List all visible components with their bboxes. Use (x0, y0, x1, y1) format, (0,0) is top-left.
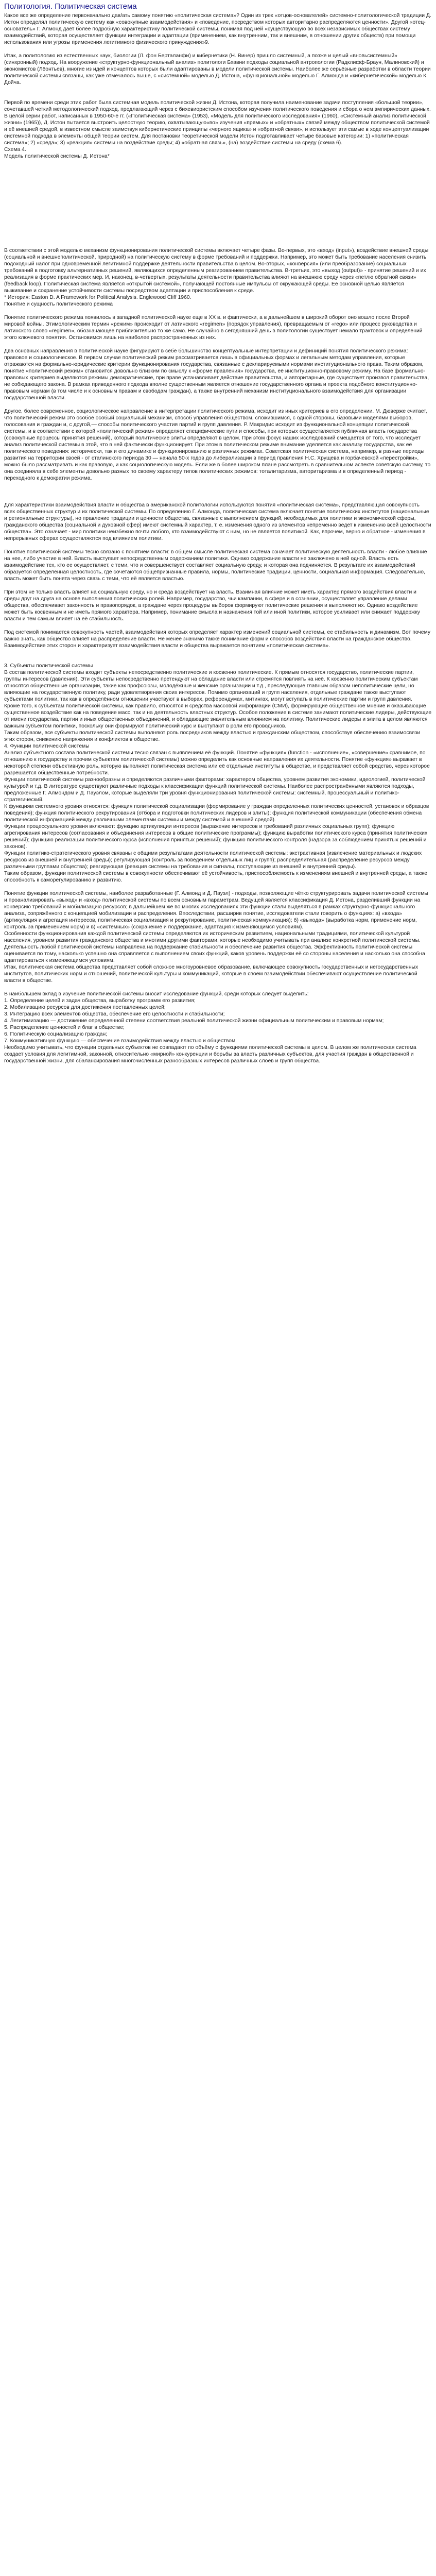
paragraph: Итак, политическая система общества представляет собой сложное многоуровневое образование, включающее совокупность государственных и негосударственных институтов, политических норм и отношений, политической культуры и коммуникаций, которые в своем взаимодействии обеспечивают осуществление политической власти в обществе. (4, 964, 418, 984)
list-item: 4. Легитимизацию — достижение определенной степени соответствия реальной политической жизни официальным политическим и правовым нормам; (4, 1018, 384, 1024)
list-item: 1. Определение целей и задач общества, выработку программ его развития; (4, 998, 196, 1004)
paragraph: Для характеристики взаимодействия власти и общества в американской политологии используются понятия «политическая система», представляющая совокупность всех общественных структур и их политической системы. По определению Г. Алмонда, политическая система включает понятие политических институтов (национальные и региональные структуры), но правление традиции и ценности общества, связанные с выполнением функций, необходимых для политики и экономической сферы, гражданского общества (социальной и духовной сфер) имеют системный характер, т. е. изменения одного из элементов непременно ведет к изменению всей целостности общества». Это означает - мир политики неизбежно почти любого, кто взаимодействуют с ним, но не является политикой. Как, впрочем, верно и обратное - изменения в непрерывных сферах осуществляются под влиянием политики. (4, 502, 431, 541)
paragraph: К функциям системного уровня относятся: функция политической социализации (формирование у граждан определенных политических ценностей, установок и образцов поведения); функция политического рекрутирования (отбора и подготовки политических лидеров и элиты); функция политической коммуникации (обеспечения обмена политической информацией между различными элементами системы и между системой и внешней средой). (4, 804, 429, 823)
figure-placeholder (4, 160, 432, 247)
paragraph: В состав политической системы входит субъекты непосредственно политические и косвенно политические. К прямым относятся государство, политические партии, группы интересов (давления). Эти субъекты непосредственно претендуют на обладание власти или стремятся повлиять на неё. К косвенно политическим субъектам относятся общественные организации, такие как профсоюзы, молодёжные и женские организации и т.д., преследующие главным образом неполитические цели, но влияющие на государственную политику, ради удовлетворения своих интересов. Помимо организаций и групп населения, отдельные граждане также выступают субъектами политики, так как в определённом отношении участвуют в выборах, референдумах, митингах, могут вступать в политические партии и групп давления. (4, 670, 418, 702)
figure-label: Схема 4. (4, 147, 26, 152)
paragraph: Другое, более современное, социологическое направление в интерпретации политического режима, исходит из иных критериев в его определении. М. Дюверже считает, что политический режим это особое особый социальный механизм, способ управления обществом, сложившимся, с одной стороны, базовыми моделями выборов, голосования и граждан и, с другой,— способы политического участия партий и групп давления. Р. Макридис исходит из функциональной концепции политической системы, и в соответствии с которой «политический режим» определяет специфические пути и способы, при которых осуществляется публичная власть государства (совокупные процессы принятия решений), который политические элиты определяют в целом. При этом фокус наших исследований смещается от того, что исследует анализ политической системы в этой, что в ней фактически функционирует. При этом в политическом режиме внимание уделяется как анализу государства, как её политического поведения: исторически, так и его динамике и функционированию в различных режимах. Советская политическая система, например, в разные периоды развития на территории своей - от сталинского периода 30 — начала 50-х годов до либерализации в период правления Н.С. Хрущева и горбачевской «перестройки», можно было рассматривать и как правовую, и как социологическую модель. Если же в более широком плане рассмотреть в сравнительном аспекте советскую систему, то она соединяла в себе элементы довольно разных по своему характеру типов политических режимов: тоталитаризма, авторитаризма и в определенный период - переходного к демократии режима. (4, 409, 431, 481)
paragraph: Функции процессуального уровня включают: функцию артикуляции интересов (выражение интересов и требований различных социальных групп); функцию агрегирования интересов (согласования и объединения интересов в общие политические программы); функцию выработки политического курса (принятия политических решений); функцию реализации политического курса (исполнения принятых решений); функцию политического контроля (надзора за соблюдением принятых решений и законов). (4, 824, 428, 850)
paragraph: Первой по времени среди этих работ была системная модель политической жизни Д. Истона, которая получила наименование задачи поступления «большой теории», сочетавшей четкий методологический подход, предлагающий через с бихевиористским способом изучения политического поведения и сбора о нем эмпирических данных. В целой серии работ, написанных в 1950-60-е гг. («Политическая система» (1953), «Модель для политического исследования» (1960), «Системный анализ политической жизни» (1965)), Д. Истон пытается выстроить целостную теорию, охватывающую«во» изучения «прямых» и «обратных» связей между обществом политической системой и её внешней средой, в известном смысле заимствуя кибернетические принципы «черного ящика» и «обратной связи», и использует эти самые в ходе концептуализации системной подхода в элементы общей теории систем. Для постановки теоретической модели Истон подготавливает четыре базовые категории: 1) «политическая система»; 2) «среда»; 3) «реакция» системы на воздействие среды; 4) «обратная связь», (на) воздействие системы на среду (схема 6). (4, 100, 431, 146)
paragraph: Функции политической системы разнообразны и определяются различными факторами: характером общества, уровнем развития экономики, идеологией, политической культурой и т.д. В литературе существуют различные подходы к классификации функций политической системы. Наиболее распространёнными являются подходы, предложенные Г. Алмондом и Д. Пауэлом, которые выделяли три уровня функционирования политической системы: системный, процессуальный и политико-стратегический. (4, 777, 426, 803)
paragraph: Анализ субъектного состава политической системы тесно связан с выявлением её функций. Понятие «функция» (function - «исполнение», «совершение» сравнимое, по отношению к государству и прочим субъектам политической системы) можно определить как основные направления их деятельности. Понятие «функция» выражает в некоторой степени объективную роль, которую выполняет политическая система или её отдельные институты в обществе, и представляет собой средство, через которое разрешается общественные потребности. (4, 750, 430, 776)
figure-caption: Модель политической системы Д. Истона* (4, 154, 110, 159)
paragraph: Какое все же определение первоначально дав/ать самому понятию «политическая система»? Один из трех «отцов-основателей» системно-политологической традиции Д. Истон определял политическую систему как «совокупные взаимодействия» и «поведение, посредством которых авторитарно распределяются ценности». Другой «отец-основатель» Г. Алмонд дает более подробную характеристику политической системы, понимая под ней «существующую во всех независимых обществах систему взаимодействий, которая осуществляет функции интеграции и адаптации (применением, как внутренним, так и внешним, в отношении других обществ) при помощи использования или угрозы применения легитимного физического принуждения»9. (4, 13, 431, 45)
paragraph: Таким образом, все субъекты политической системы выполняют роль посредников между властью и гражданским обществом, способствуя обеспечению взаимосвязи этих сторон, снижению напряжения и конфликтов в обществе. (4, 730, 421, 742)
paragraph: Кроме того, к субъектам политической системы, как правило, относятся и средства массовой информации (СМИ), формирующие общественное мнение и оказывающие существенное воздействие как на поведение масс, так и на деятельность властных структур. Особое положение в системе занимают политические лидеры, действующие от имени государства, партии и иных общественных объединений, и обладающие значительным влиянием на политику. Политические лидеры и элита в целом являются важным субъектом политики, поскольку они формируют политический курс и выступают в роли его проводников. (4, 703, 432, 729)
list-item: 5. Распределение ценностей и благ в обществе; (4, 1025, 125, 1030)
paragraph: В наибольшем вклад в изучение политической системы вносит исследование функций, среди которых следует выделить: (4, 991, 309, 997)
paragraph: Особенности функционирования каждой политической системы определяются их историческим развитием, национальными традициями, политической культурой населения, уровнем развития гражданского общества и многими другими факторами, которые необходимо учитывать при анализе конкретной политической системы. (4, 931, 421, 943)
section-heading: 4. Функции политической системы (4, 743, 90, 749)
paragraph: Функции политико-стратегического уровня связаны с общими результатами деятельности политической системы: экстрактивная (извлечение материальных и людских ресурсов из внешней и внутренней среды); регулирующая (контроль за поведением отдельных лиц и групп); распределительная (распределение ресурсов между различными группами общества); реагирующая (реакция системы на требования и сигналы, поступающие из внешней и внутренней среды). (4, 851, 422, 870)
paragraph: Необходимо учитывать, что функции отдельных субъектов не совпадают по объёму с функциями политической системы в целом. В целом же политическая система создает условия для легитимной, законной, относительно «мирной» конкуренции и борьбы за власть различных субъектов, для участия граждан в общественной и государственной жизни, для сбалансирования многочисленных разнообразных интересов различных слоёв и групп общества. (4, 1045, 416, 1064)
paragraph: Два основных направления в политической науке фигурируют в себе большинство концептуальные интерпретации и дефиниций понятия политического режима: правовое и социологическое. В первом случае политический режим рассматривается лишь в официальных формах и легальным методам управления, которые отражаются на формально-юридические критерии функционирования государства, связанные с декларируемыми нормами институционального права. Таким образом, понятие «политический режим» становится довольно близким по смыслу к «форме правления» государства, её институционно-правовому режиму. На базе формально-правовых критериев выделяются режимы демократические, при праве устанавливает действие правительства, и авторитарные, где существует произвол правительства, не собюдающего закона. В рамках приведенного подхода вполне существенным является отношение государственного органа и проекта подобного конституционно-правовым нормам (в том числе и к основным правам и свободам граждан), а также внутренний механизм институционального взаимодействия для организации государственной власти. (4, 348, 429, 401)
list-item: 7. Коммуникативную функцию — обеспечение взаимодействия между властью и обществом. (4, 1038, 237, 1044)
paragraph: При этом не только власть влияет на социальную среду, но и среда воздействует на власть. Взаимная влияние может иметь характер прямого воздействия власти и среды друг на друга на основе выполнения политических ролей. Например, государство, чьи кампании, в сфере и в сознании, осуществляет управление делами общества, обеспечивает законность и правопорядок, а граждане через процедуры выборов формируют политические решения и выполняют их. Однако воздействие может быть косвенным и не иметь прямого характера. Например, понимание смысла и назначения той или иной политики, которое усиливает или снижает поддержку власти и тем самым влияет на её стабильность. (4, 589, 420, 622)
list-item: 6. Политическую социализацию граждан; (4, 1031, 108, 1037)
paragraph: В соответствии с этой моделью механизм функционирования политической системы включает четыре фазы. Во-первых, это «вход» (input»), воздействие внешней среды (социальной и внешнеполитической, природной) на политическую систему в форме требований и поддержки. Например, это может быть требование населения снизить подоходный налог при одновременной легитимной поддержке деятельности правительства в целом. Во-вторых, «конверсия» (или преобразование) социальных требований в подготовку альтернативных решений, являющихся определенным реагированием правительства. В-третьих, это «выход (output)» - принятие решений и их реализация в форме практических мер. И, наконец, в-четвертых, результаты деятельности правительства влияют на внешнюю среду через «петлю обратной связи» (feedback loop). Политическая система является «открытой системой», получающей постоянные импульсы от окружающей среды. Ее основной целью является выживание и сохранение устойчивости системы посредством адаптации и приспособления к среде. (4, 248, 429, 294)
paragraph: Понятие функции политической системы, наиболее разработанные (Г. Алмонд и Д. Пауэл) - подходы, позволяющие чётко структурировать задачи политической системы и проанализировать «выход» и «вход» политической системы по всем основным параметрам. Ведущей является классификация Д. Истона, разделивший функции на конверсию требований и мобилизацию ресурсов; в дальнейшем же во многих исследованиях эти функции стали выделяться в рамках структурно-функционального анализа, сопряжённого с концепцией мобилизации и распределения. Впоследствии, расширив понятие, исследователи стали говорить о функциях: а) «входа» (артикуляция и агрегация интересов, политическая социализация и рекрутирование, политическая коммуникация); б) «выхода» (выработка норм, применение норм, контроль за применением норм) и в) «системных» (сохранение и поддержание, адаптация к изменяющимся условиям). (4, 891, 428, 930)
paragraph: Под системой понимается совокупность частей, взаимодействия которых определяет характер изменений социальной системы, ее стабильность и динамизм. Вот почему важно знать, как общество влияет на распределение власти. Не менее значимо также понимание форм и способов воздействия власти на гражданское общество. Взаимодействие этих сторон и характеризует взаимодействия власти и общества выражается понятием «политическая система». (4, 630, 431, 649)
paragraph: Деятельность любой политической системы направлена на поддержание стабильности и обеспечение развития общества. Эффективность политической системы оценивается по тому, насколько успешно она справляется с выполнением своих функций, каков уровень поддержки её со стороны населения и насколько она способна адаптироваться к изменяющимся условиям. (4, 944, 425, 963)
page-title: Политология. Политическая система (4, 2, 137, 11)
paragraph: Понятие политического режима появилось в западной политической науке еще в XX в. и фактически, а в дальнейшем в широкий оборот оно вошло после Второй мировой войны. Этимологическим термин «режим» происходит от латинского «regimen» (порядок управления), превращаемым от «rego» или процесс руководства и латинского слово «regimen», обозначающее приблизительно то же само. Не случайно в сегодняшний день в политологии существует немало трактовок и определений этого ключевого понятия. Остановимся лишь на наиболее распространенных из них. (4, 315, 423, 341)
paragraph: Итак, а политологию из естественных наук, биологии (Л. фон Берталанфи) и кибернетики (Н. Винер) пришло системный, а позже и целый «вновьсистемный» (синхронный) подход. На вооружение «структурно-функциональный анализ» политологи Бхавни подходы социальной антропологии (Радклифф-Браун, Малиновский) и экономистов (Лёонтьев), многие из идей и концептов которых были адаптированы в модели политической системы. Наиболее же серьёзные разработки в области теории политической системы связаны, как уже отмечалось выше, с «системной» моделью Д. Истона, «функциональной» моделью Г. Алмонда и «кибернетической» моделью К. Дойча. (4, 53, 431, 86)
list-item: 2. Мобилизацию ресурсов для достижения поставленных целей; (4, 1005, 166, 1010)
paragraph: Таким образом, функции политической системы в совокупности обеспечивают её устойчивость, приспособляемость к изменениям внешней и внутренней среды, а также способность к саморегулированию и развитию. (4, 871, 428, 883)
paragraph: Понятие политической системы тесно связано с понятием власти: в общем смысле политическая система означает политическую деятельность власти - любое влияние на нее, либо участие в ней. Власть выступает непосредственным содержанием политики. Однако содержание власти не заключено в ней одной. Власть есть взаимодействие тех, кто ее осуществляет, с теми, что и совершенствует составляет социальную среду, и которая она подчиняется. В результате их взаимодействий образуется определенная целостность, где сочетаются общепризнанные правила, нормы, политические традиции, ценности, социальная информация. Следовательно, власть может быть понята через связь с теми, что её является властью. (4, 549, 427, 582)
section-heading: 3. Субъекты политической системы (4, 663, 93, 669)
footnote: * История: Easton D. A Framework for Political Analysis. Englewood Cliff 1960. (4, 295, 191, 300)
section-heading: Понятие и сущность политического режима (4, 301, 113, 307)
list-item: 3. Интеграцию всех элементов общества, обеспечение его целостности и стабильности; (4, 1011, 225, 1017)
document-page (0, 0, 436, 1064)
